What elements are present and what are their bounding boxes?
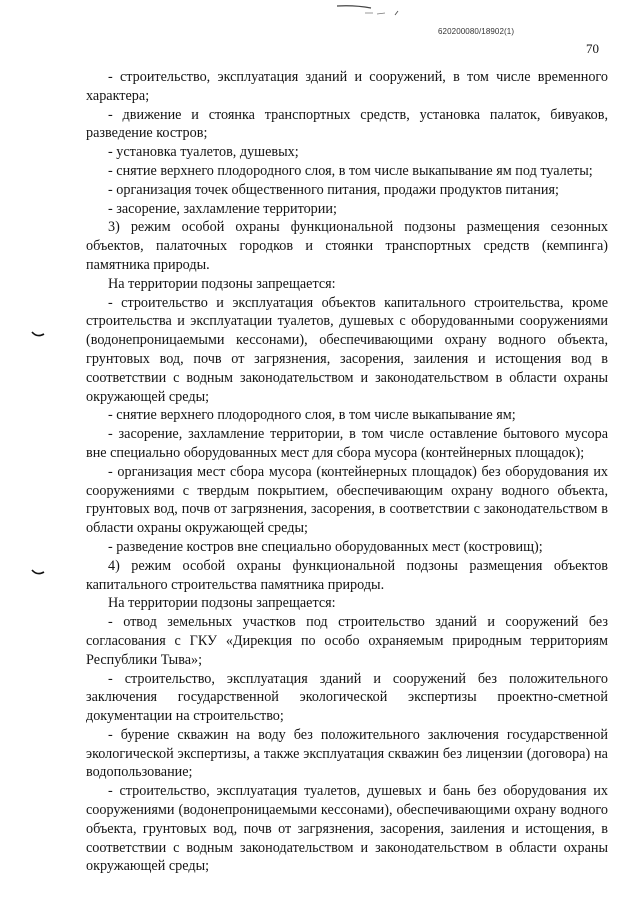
paragraph: - снятие верхнего плодородного слоя, в том числе выкапывание ям; <box>108 407 516 424</box>
paragraph: На территории подзоны запрещается: <box>108 275 336 292</box>
document-code: 620200080/18902(1) <box>438 27 515 36</box>
paragraph: - снятие верхнего плодородного слоя, в том числе выкапывание ям под туалеты; <box>108 162 593 179</box>
paragraph: - отвод земельных участков под строительство зданий и сооружений без согласования с ГКУ «Дирекция по особо охраняемым природным территориям Республики Тыва»; <box>86 614 608 668</box>
paragraph: На территории подзоны запрещается: <box>108 595 336 612</box>
paragraph: - строительство, эксплуатация туалетов, душевых и бань без оборудования их сооружениями (водонепроницаемыми кессонами), обеспечивающими охрану водного объекта, грунтовых вод, почв от загрязнения, засорения, заиления и истощения, в соответствии с водным законодательством и законодательством в области охраны окружающей среды; <box>86 783 608 875</box>
paragraph: - засорение, захламление территории, в том числе оставление бытового мусора вне специально оборудованных мест для сбора мусора (контейнерных площадок); <box>86 426 608 461</box>
paragraph: - бурение скважин на воду без положительного заключения государственной экологической экспертизы, а также эксплуатация скважин без лицензии (договора) на водопользование; <box>86 726 608 781</box>
scan-artifact-mark <box>335 2 405 18</box>
paragraph: 4) режим особой охраны функциональной подзоны размещения объектов капитального строительства памятника природы. <box>86 557 608 593</box>
paragraph: - организация мест сбора мусора (контейнерных площадок) без оборудования их сооружениями с твердым покрытием, обеспечивающим охрану водного объекта, грунтовых вод, почв от загрязнения, засорения, в соответствии с законодательством в области охраны окружающей среды; <box>86 463 608 537</box>
margin-bracket-mark <box>31 569 45 577</box>
paragraph: - движение и стоянка транспортных средств, установка палаток, бивуаков, разведение костров; <box>86 106 608 142</box>
page-number: 70 <box>586 41 599 56</box>
paragraph: - строительство и эксплуатация объектов капитального строительства, кроме строительства и эксплуатации туалетов, душевых с оборудованными сооружениями (водонепроницаемыми кессонами), обеспечивающими охрану водного объекта, грунтовых вод, почв от загрязнения, засорения, заиления и истощения вод в соответствии с водным законодательством и законодательством в области охраны окружающей среды; <box>86 294 608 405</box>
paragraph: - строительство, эксплуатация зданий и сооружений без положительного заключения государственной экологической экспертизы проектно-сметной документации на строительство; <box>86 670 608 725</box>
paragraph: - установка туалетов, душевых; <box>108 144 299 161</box>
document-body <box>86 68 608 876</box>
paragraph: - разведение костров вне специально оборудованных мест (костровищ); <box>108 538 543 555</box>
paragraph: 3) режим особой охраны функциональной подзоны размещения сезонных объектов, палаточных городков и стоянки транспортных средств (кемпинга) памятника природы. <box>86 219 608 273</box>
paragraph: - организация точек общественного питания, продажи продуктов питания; <box>108 181 559 198</box>
margin-bracket-mark <box>31 331 45 339</box>
paragraph: - строительство, эксплуатация зданий и сооружений, в том числе временного характера; <box>86 69 608 104</box>
paragraph: - засорение, захламление территории; <box>108 200 337 217</box>
